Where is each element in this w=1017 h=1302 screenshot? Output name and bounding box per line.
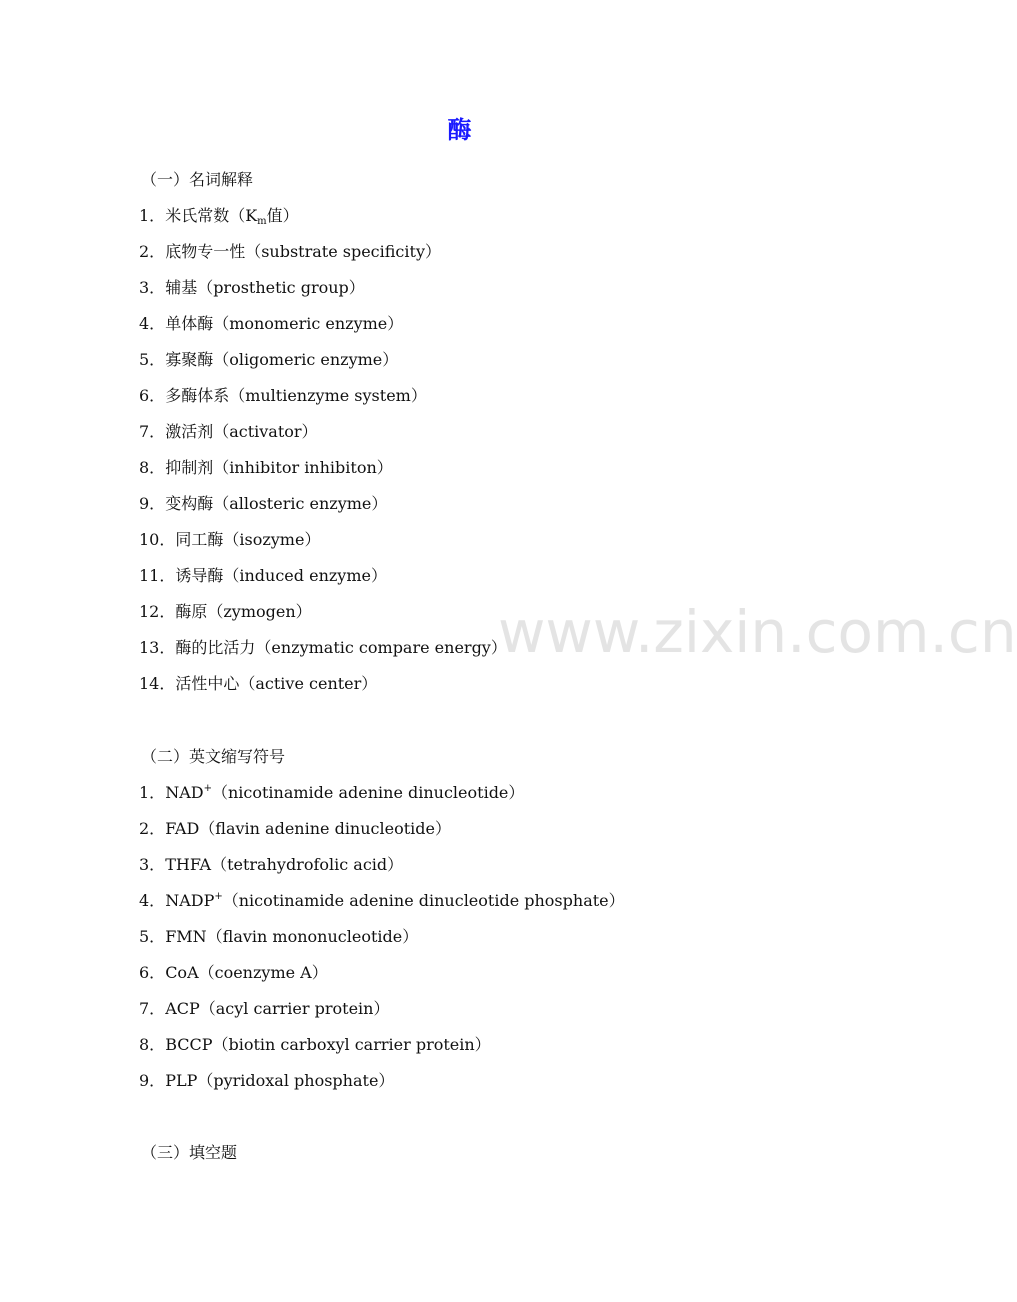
item-number: 13． (139, 638, 176, 657)
item-text: FAD（flavin adenine dinucleotide） (165, 819, 451, 838)
item-number: 3． (139, 855, 166, 874)
list-item (139, 630, 507, 666)
list-item (139, 342, 507, 378)
item-number: 4． (139, 314, 166, 333)
item-text: PLP（pyridoxal phosphate） (165, 1071, 395, 1090)
item-text: ACP（acyl carrier protein） (165, 999, 390, 1018)
list-item (139, 1063, 625, 1099)
list-item (139, 955, 625, 991)
list-item (139, 775, 625, 811)
list-item (139, 414, 507, 450)
item-number: 6． (139, 963, 166, 982)
item-number: 10． (139, 530, 176, 549)
list-item (139, 1027, 625, 1063)
item-superscript: + (203, 783, 212, 794)
item-text: 底物专一性（substrate specificity） (165, 242, 441, 261)
list-item (139, 594, 507, 630)
item-number: 7． (139, 422, 166, 441)
item-text: FMN（flavin mononucleotide） (165, 927, 419, 946)
item-text: 活性中心（active center） (175, 674, 378, 693)
item-number: 3． (139, 278, 166, 297)
list-item (139, 378, 507, 414)
item-text: NADP (165, 891, 215, 910)
list-item (139, 847, 625, 883)
item-subscript: m (257, 216, 267, 227)
item-number: 7． (139, 999, 166, 1018)
item-text: CoA（coenzyme A） (165, 963, 328, 982)
list-item (139, 234, 507, 270)
item-number: 14． (139, 674, 176, 693)
section-definitions (139, 162, 507, 702)
item-text: 同工酶（isozyme） (175, 530, 321, 549)
list-item (139, 522, 507, 558)
list-item (139, 450, 507, 486)
list-item (139, 883, 625, 919)
list-item (139, 991, 625, 1027)
list-item (139, 486, 507, 522)
list-item (139, 558, 507, 594)
watermark: www.zixin.com.cn (498, 598, 1017, 666)
section-fill-in (139, 1135, 237, 1171)
item-number: 2． (139, 819, 166, 838)
item-number: 1． (139, 783, 166, 802)
item-number: 12． (139, 602, 176, 621)
item-text: 酶原（zymogen） (175, 602, 312, 621)
list-item (139, 270, 507, 306)
item-number: 1． (139, 206, 166, 225)
item-number: 2． (139, 242, 166, 261)
list-item (139, 666, 507, 702)
section-heading-fill-in: （三）填空题 (141, 1143, 238, 1162)
item-number: 8． (139, 1035, 166, 1054)
list-item (139, 919, 625, 955)
item-number: 9． (139, 1071, 166, 1090)
item-text: 酶的比活力（enzymatic compare energy） (175, 638, 507, 657)
item-text: 变构酶（allosteric enzyme） (165, 494, 388, 513)
item-number: 11． (139, 566, 176, 585)
item-text: 多酶体系（multienzyme system） (165, 386, 427, 405)
item-text: 寡聚酶（oligomeric enzyme） (165, 350, 399, 369)
item-text: BCCP（biotin carboxyl carrier protein） (165, 1035, 491, 1054)
item-number: 8． (139, 458, 166, 477)
list-item (139, 811, 625, 847)
section-heading-abbreviations: （二）英文缩写符号 (141, 747, 286, 766)
page-title: 酶 (447, 115, 473, 144)
item-superscript: + (214, 891, 223, 902)
item-text: 抑制剂（inhibitor inhibiton） (165, 458, 393, 477)
item-text: 米氏常数（K (165, 206, 258, 225)
section-abbreviations (139, 739, 625, 1099)
item-text: 激活剂（activator） (165, 422, 318, 441)
item-number: 4． (139, 891, 166, 910)
item-text: 单体酶（monomeric enzyme） (165, 314, 404, 333)
item-text-suffix: 值） (266, 206, 299, 225)
item-text: 诱导酶（induced enzyme） (175, 566, 387, 585)
item-number: 5． (139, 927, 166, 946)
item-text: 辅基（prosthetic group） (165, 278, 365, 297)
item-text: THFA（tetrahydrofolic acid） (165, 855, 404, 874)
item-number: 9． (139, 494, 166, 513)
list-item (139, 198, 507, 234)
item-number: 5． (139, 350, 166, 369)
item-text-suffix: （nicotinamide adenine dinucleotide phosphate） (222, 891, 625, 910)
item-number: 6． (139, 386, 166, 405)
item-text: NAD (165, 783, 204, 802)
list-item (139, 306, 507, 342)
item-text-suffix: （nicotinamide adenine dinucleotide） (211, 783, 525, 802)
section-heading-definitions: （一）名词解释 (141, 170, 254, 189)
